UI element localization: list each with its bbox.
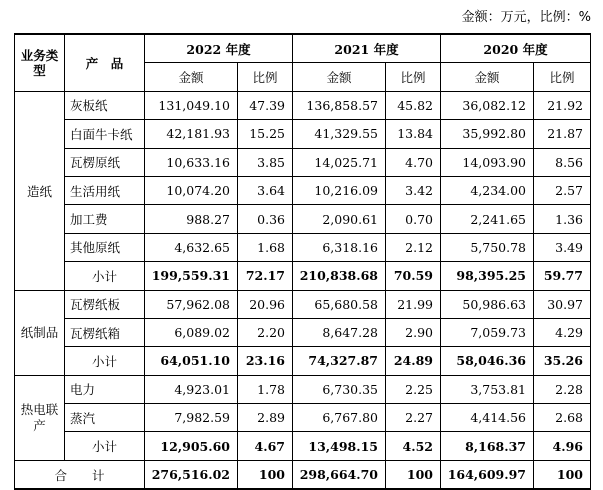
subtotal-row [15,432,591,460]
amount-cell: 2,090.61 [293,205,386,233]
ratio-cell: 23.16 [238,347,293,375]
amount-cell: 50,986.63 [441,290,534,318]
total-row [15,460,591,489]
amount-cell: 10,074.20 [145,176,238,204]
header-amount: 金额 [293,63,386,91]
amount-cell: 10,633.16 [145,148,238,176]
ratio-cell: 2.25 [386,375,441,403]
ratio-cell: 2.20 [238,318,293,346]
ratio-cell: 21.99 [386,290,441,318]
product-cell: 瓦楞纸箱 [65,318,145,346]
amount-cell: 5,750.78 [441,233,534,261]
amount-cell: 7,059.73 [441,318,534,346]
amount-cell: 35,992.80 [441,120,534,148]
ratio-cell: 100 [386,460,441,489]
product-cell: 瓦楞纸板 [65,290,145,318]
header-product: 产 品 [65,34,145,91]
table-row [15,176,591,204]
ratio-cell: 35.26 [534,347,591,375]
table-row [15,318,591,346]
amount-cell: 74,327.87 [293,347,386,375]
ratio-cell: 13.84 [386,120,441,148]
ratio-cell: 70.59 [386,262,441,290]
table-row [15,120,591,148]
ratio-cell: 2.12 [386,233,441,261]
header-year-2022: 2022 年度 [145,34,293,63]
ratio-cell: 30.97 [534,290,591,318]
ratio-cell: 59.77 [534,262,591,290]
ratio-cell: 4.67 [238,432,293,460]
ratio-cell: 3.49 [534,233,591,261]
amount-cell: 199,559.31 [145,262,238,290]
ratio-cell: 2.57 [534,176,591,204]
ratio-cell: 1.36 [534,205,591,233]
ratio-cell: 21.87 [534,120,591,148]
ratio-cell: 72.17 [238,262,293,290]
amount-cell: 4,923.01 [145,375,238,403]
ratio-cell: 2.27 [386,404,441,432]
ratio-cell: 45.82 [386,91,441,119]
amount-cell: 64,051.10 [145,347,238,375]
amount-cell: 57,962.08 [145,290,238,318]
amount-cell: 42,181.93 [145,120,238,148]
amount-cell: 298,664.70 [293,460,386,489]
ratio-cell: 0.36 [238,205,293,233]
product-cell: 其他原纸 [65,233,145,261]
product-cell: 蒸汽 [65,404,145,432]
amount-cell: 14,025.71 [293,148,386,176]
product-cell: 白面牛卡纸 [65,120,145,148]
amount-cell: 4,632.65 [145,233,238,261]
header-amount: 金额 [145,63,238,91]
ratio-cell: 21.92 [534,91,591,119]
product-cell: 瓦楞原纸 [65,148,145,176]
subtotal-row [15,262,591,290]
ratio-cell: 3.85 [238,148,293,176]
amount-cell: 12,905.60 [145,432,238,460]
header-year-2021: 2021 年度 [293,34,441,63]
amount-cell: 10,216.09 [293,176,386,204]
amount-cell: 14,093.90 [441,148,534,176]
product-cell: 加工费 [65,205,145,233]
amount-cell: 4,414.56 [441,404,534,432]
product-cell: 灰板纸 [65,91,145,119]
table-row [15,91,591,119]
table-row [15,233,591,261]
amount-cell: 276,516.02 [145,460,238,489]
header-ratio: 比例 [534,63,591,91]
unit-note: 金额：万元，比例：% [461,10,591,25]
amount-cell: 65,680.58 [293,290,386,318]
amount-cell: 6,730.35 [293,375,386,403]
total-label: 合 计 [15,460,145,489]
amount-cell: 136,858.57 [293,91,386,119]
ratio-cell: 100 [238,460,293,489]
ratio-cell: 4.70 [386,148,441,176]
amount-cell: 210,838.68 [293,262,386,290]
table-row [15,205,591,233]
ratio-cell: 100 [534,460,591,489]
ratio-cell: 4.96 [534,432,591,460]
table-row [15,375,591,403]
revenue-table [14,33,591,490]
amount-cell: 41,329.55 [293,120,386,148]
amount-cell: 36,082.12 [441,91,534,119]
amount-cell: 7,982.59 [145,404,238,432]
amount-cell: 131,049.10 [145,91,238,119]
ratio-cell: 4.29 [534,318,591,346]
table-row [15,148,591,176]
ratio-cell: 1.78 [238,375,293,403]
ratio-cell: 47.39 [238,91,293,119]
ratio-cell: 3.64 [238,176,293,204]
amount-cell: 98,395.25 [441,262,534,290]
category-cell: 造纸 [15,91,65,290]
table-row [15,290,591,318]
amount-cell: 8,168.37 [441,432,534,460]
subtotal-label: 小计 [65,347,145,375]
ratio-cell: 2.28 [534,375,591,403]
ratio-cell: 20.96 [238,290,293,318]
ratio-cell: 8.56 [534,148,591,176]
subtotal-label: 小计 [65,432,145,460]
amount-cell: 8,647.28 [293,318,386,346]
ratio-cell: 15.25 [238,120,293,148]
ratio-cell: 2.68 [534,404,591,432]
product-cell: 生活用纸 [65,176,145,204]
ratio-cell: 3.42 [386,176,441,204]
amount-cell: 58,046.36 [441,347,534,375]
subtotal-label: 小计 [65,262,145,290]
ratio-cell: 0.70 [386,205,441,233]
amount-cell: 3,753.81 [441,375,534,403]
amount-cell: 6,089.02 [145,318,238,346]
header-business-type: 业务类型 [15,34,65,91]
product-cell: 电力 [65,375,145,403]
amount-cell: 13,498.15 [293,432,386,460]
amount-cell: 6,318.16 [293,233,386,261]
category-cell: 纸制品 [15,290,65,375]
amount-cell: 6,767.80 [293,404,386,432]
table-row [15,404,591,432]
ratio-cell: 1.68 [238,233,293,261]
header-ratio: 比例 [386,63,441,91]
header-ratio: 比例 [238,63,293,91]
header-year-2020: 2020 年度 [441,34,591,63]
amount-cell: 2,241.65 [441,205,534,233]
amount-cell: 4,234.00 [441,176,534,204]
amount-cell: 164,609.97 [441,460,534,489]
ratio-cell: 4.52 [386,432,441,460]
ratio-cell: 24.89 [386,347,441,375]
ratio-cell: 2.90 [386,318,441,346]
ratio-cell: 2.89 [238,404,293,432]
category-cell: 热电联产 [15,375,65,460]
subtotal-row [15,347,591,375]
header-amount: 金额 [441,63,534,91]
amount-cell: 988.27 [145,205,238,233]
